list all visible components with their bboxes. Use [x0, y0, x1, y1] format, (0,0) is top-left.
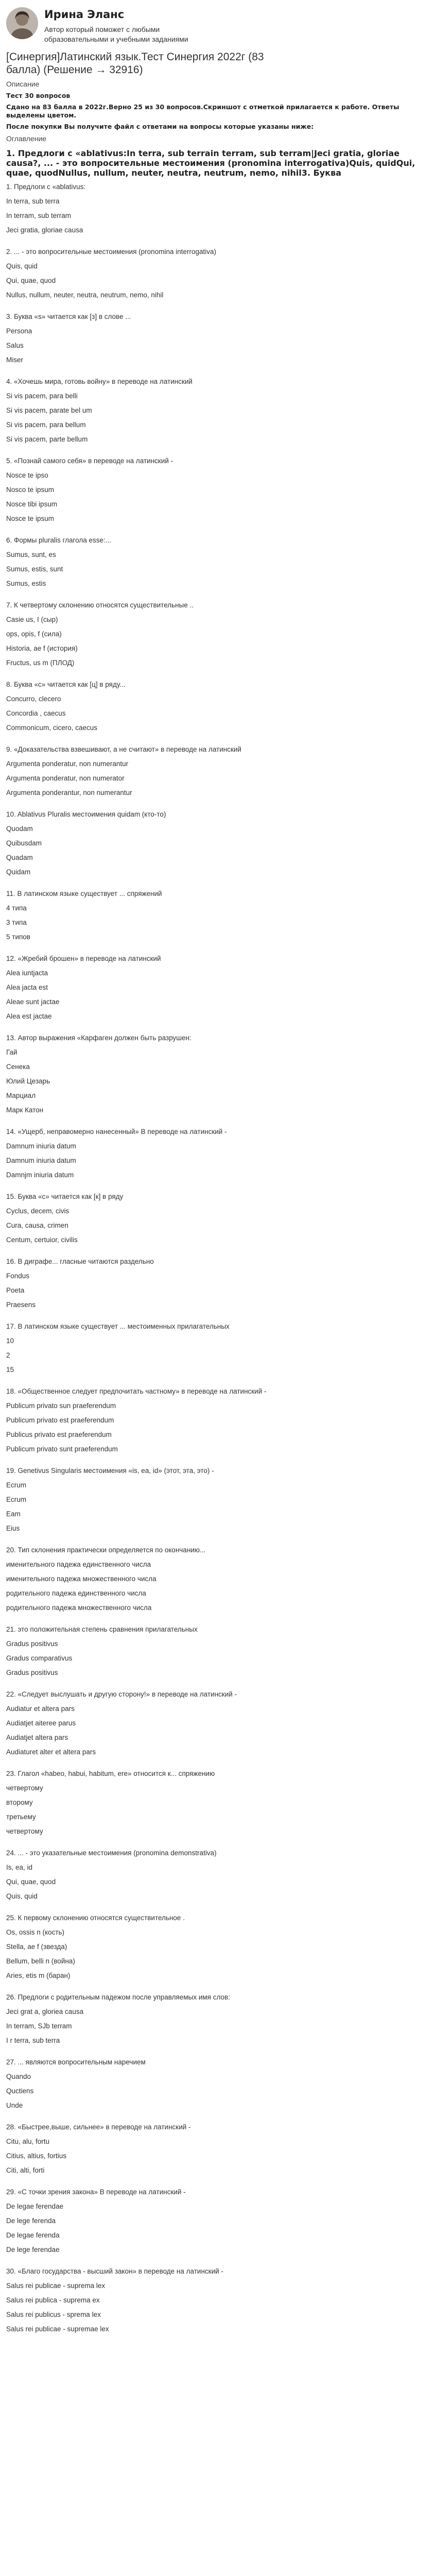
- author-avatar[interactable]: [6, 7, 38, 39]
- answer-option: Argumenta ponderatur, non numerantur: [6, 760, 129, 768]
- answer-option: третьему: [6, 1813, 36, 1821]
- answer-option: Quadam: [6, 854, 33, 861]
- answer-option: Sumus, sunt, es: [6, 551, 56, 558]
- answer-option: Publicus privato est praeferendum: [6, 1431, 112, 1438]
- toc-label: Оглавление: [6, 134, 47, 143]
- answer-option: Nosce te ipsum: [6, 515, 55, 522]
- answer-option: Юлий Цезарь: [6, 1077, 50, 1085]
- question-block: [6, 1127, 430, 1180]
- answer-option: Is, ea, id: [6, 1863, 33, 1871]
- answer-option: Alea iuntjacta: [6, 969, 48, 977]
- answer-option: родительного падежа множественного числа: [6, 1604, 152, 1612]
- answer-option: Quctiens: [6, 2087, 34, 2095]
- answer-option: второму: [6, 1799, 33, 1806]
- answer-option: Salus rei publicae - suprema lex: [6, 2282, 106, 2290]
- answer-option: ops, opis, f (сила): [6, 630, 62, 638]
- answer-option: Persona: [6, 327, 32, 335]
- question-text: 18. «Общественное следует предпочитать частному» в переводе на латинский -: [6, 1387, 267, 1395]
- answer-option: Si vis pacem, para bellum: [6, 421, 86, 429]
- question-block: [6, 535, 430, 589]
- question-text: 11. В латинском языке существует ... спряжений: [6, 890, 162, 897]
- answer-option: Centum, certuior, civilis: [6, 1236, 78, 1244]
- answer-option: Publicum privato sun praeferendum: [6, 1402, 116, 1410]
- answer-option: именительного падежа единственного числа: [6, 1561, 151, 1568]
- question-block: [6, 1257, 430, 1310]
- question-text: 7. К четвертому склонению относятся существительные ..: [6, 601, 194, 609]
- question-text: 26. Предлоги с родительным падежом после управляемых имя слов:: [6, 1993, 230, 2001]
- answer-option: Historia, ae f (история): [6, 645, 78, 652]
- question-text: 30. «Благо государства - высший закон» в переводе на латинский -: [6, 2267, 223, 2275]
- answer-option: Audiatur et altera pars: [6, 1705, 75, 1713]
- answer-option: Argumenta ponderatur, non numerator: [6, 774, 125, 782]
- question-text: 23. Глагол «habeo, habui, habitum, ere» относится к... спряжению: [6, 1770, 215, 1777]
- answer-option: Quando: [6, 2073, 31, 2080]
- question-block: [6, 2266, 430, 2334]
- answer-option: 4 типа: [6, 904, 27, 912]
- answer-option: Quibusdam: [6, 839, 42, 847]
- question-text: 10. Ablativus Pluralis местоимения quidam (кто-то): [6, 810, 166, 818]
- answer-option: Nosce te ipso: [6, 471, 48, 479]
- answer-option: Fondus: [6, 1272, 30, 1280]
- answer-option: Eam: [6, 1510, 21, 1518]
- answer-option: Cyclus, decem, civis: [6, 1207, 69, 1215]
- answer-option: Bellum, belli n (война): [6, 1957, 75, 1965]
- notice-text: Сдано на 83 балла в 2022г.Верно 25 из 30 вопросов.Скриншот с отметкой прилагается к работе. Ответы выделены цветом.: [6, 103, 399, 119]
- question-block: [6, 954, 430, 1022]
- question-text: 24. ... - это указательные местоимения (pronomina demonstrativa): [6, 1849, 217, 1857]
- answer-option: Si vis pacem, parate bel um: [6, 406, 92, 414]
- question-text: 19. Genetivus Singularis местоимения «is, ea, id» (этот, эта, это) -: [6, 1467, 214, 1475]
- question-text: 9. «Доказательства взвешивают, а не считают» в переводе на латинский: [6, 745, 241, 753]
- answer-option: 3 типа: [6, 919, 27, 926]
- question-text: 25. К первому склонению относятся существительное .: [6, 1914, 185, 1922]
- question-block: [6, 247, 430, 300]
- question-text: 15. Буква «c» читается как [к] в ряду: [6, 1193, 124, 1200]
- answer-option: De legae ferendae: [6, 2202, 64, 2210]
- question-block: [6, 744, 430, 798]
- avatar-icon: [6, 7, 38, 39]
- document-title: [Синергия]Латинский язык.Тест Синергия 2022г (83 балла) (Решение → 32916): [6, 51, 264, 76]
- author-name[interactable]: Ирина Эланс: [44, 8, 125, 21]
- answer-option: Fructus, us m (ПЛОД): [6, 659, 75, 667]
- answer-option: Os, ossis n (кость): [6, 1928, 65, 1936]
- answer-option: Alea est jactae: [6, 1012, 52, 1020]
- question-block: [6, 889, 430, 942]
- question-block: [6, 1992, 430, 2046]
- question-text: 16. В диграфе... гласные читаются раздельно: [6, 1258, 154, 1265]
- answer-option: Argumenta ponderantur, non numerantur: [6, 789, 132, 796]
- question-text: 12. «Жребий брошен» в переводе на латинский: [6, 955, 161, 962]
- answer-option: Jeci grat a, gloriea causa: [6, 2008, 84, 2015]
- question-text: 17. В латинском языке существует ... местоименных прилагательных: [6, 1323, 230, 1330]
- answer-option: Quidam: [6, 868, 31, 876]
- question-text: 29. «С точки зрения закона» В переводе на латинский -: [6, 2188, 186, 2196]
- answer-option: In terram, sub terram: [6, 212, 72, 219]
- answer-option: Nosco te ipsum: [6, 486, 55, 494]
- question-block: [6, 1848, 430, 1902]
- answer-option: 2: [6, 1351, 10, 1359]
- answer-option: I r terra, sub terra: [6, 2037, 60, 2044]
- question-text: 13. Автор выражения «Карфаген должен быть разрушен:: [6, 1034, 191, 1042]
- question-block: [6, 1033, 430, 1115]
- answer-option: Марк Катон: [6, 1106, 44, 1114]
- question-text: 28. «Быстрее,выше, сильнее» в переводе на латинский -: [6, 2123, 191, 2131]
- answer-option: Alea jacta est: [6, 984, 48, 991]
- question-block: [6, 2122, 430, 2176]
- answer-option: De legae ferenda: [6, 2231, 60, 2239]
- question-block: [6, 1386, 430, 1454]
- answer-option: Ecrum: [6, 1481, 27, 1489]
- answer-option: Damnum iniuria datum: [6, 1157, 76, 1164]
- answer-option: Gradus comparativus: [6, 1654, 73, 1662]
- question-block: [6, 456, 430, 524]
- question-block: [6, 1689, 430, 1757]
- answer-option: Jeci gratia, gloriae causa: [6, 226, 83, 234]
- question-block: [6, 2187, 430, 2255]
- answer-option: именительного падежа множественного числа: [6, 1575, 156, 1583]
- question-block: [6, 1913, 430, 1981]
- answer-option: Publicum privato sunt praeferendum: [6, 1445, 118, 1453]
- question-text: 4. «Хочешь мира, готовь войну» в переводе на латинский: [6, 378, 193, 385]
- answer-option: De lege ferenda: [6, 2217, 56, 2225]
- answer-option: Audiatjet aiteree parus: [6, 1719, 76, 1727]
- description-label: Описание: [6, 80, 40, 88]
- answer-option: Марциал: [6, 1092, 36, 1099]
- answer-option: родительного падежа единственного числа: [6, 1589, 146, 1597]
- answer-option: Citu, alu, fortu: [6, 2138, 50, 2145]
- question-block: [6, 809, 430, 877]
- answer-option: Concurro, clecero: [6, 695, 61, 703]
- answer-option: Citius, altius, fortius: [6, 2152, 67, 2160]
- answer-option: Salus: [6, 342, 24, 349]
- answer-option: De lege ferendae: [6, 2246, 60, 2253]
- answer-option: Unde: [6, 2102, 23, 2109]
- answer-option: Aries, etis m (баран): [6, 1972, 71, 1979]
- answer-option: Salus rei publicus - sprema lex: [6, 2311, 101, 2318]
- answer-option: Nullus, nullum, neuter, neutra, neutrum, nemo, nihil: [6, 291, 164, 299]
- answer-option: Gradus positivus: [6, 1669, 58, 1676]
- author-description: Автор который поможет с любыми образовательными и учебными заданиями: [44, 25, 188, 43]
- question-text: 3. Буква «s» читается как [з] в слове ...: [6, 313, 131, 320]
- question-block: [6, 182, 430, 235]
- answer-option: 5 типов: [6, 933, 30, 941]
- answer-option: Salus rei publicae - supremae lex: [6, 2325, 109, 2333]
- questions-list: [6, 182, 430, 2334]
- answer-option: Aleae sunt jactae: [6, 998, 60, 1006]
- question-text: 6. Формы pluralis глагола esse:...: [6, 536, 112, 544]
- question-block: [6, 1769, 430, 1837]
- answer-option: Quis, quid: [6, 262, 38, 270]
- answer-option: 15: [6, 1366, 14, 1374]
- answer-option: Audiatjet altera pars: [6, 1734, 68, 1741]
- answer-option: Stella, ae f (звезда): [6, 1943, 67, 1951]
- author-info: [44, 7, 194, 44]
- answer-option: Salus rei publica - suprema ex: [6, 2296, 100, 2304]
- question-text: 27. ... являются вопросительным наречием: [6, 2058, 146, 2066]
- answer-option: Citi, alti, forti: [6, 2166, 45, 2174]
- question-block: [6, 312, 430, 365]
- question-block: [6, 600, 430, 668]
- question-block: [6, 680, 430, 733]
- question-text: 8. Буква «c» читается как [ц] в ряду...: [6, 681, 126, 688]
- answer-option: Damnjm iniuria datum: [6, 1171, 74, 1179]
- answer-option: Eius: [6, 1524, 20, 1532]
- notice-text-2: После покупки Вы получите файл с ответами на вопросы которые указаны ниже:: [6, 123, 314, 130]
- answer-option: Гай: [6, 1048, 18, 1056]
- answer-option: Praesens: [6, 1301, 36, 1309]
- answer-option: Casie us, I (сыр): [6, 616, 58, 623]
- answer-option: Quis, quid: [6, 1892, 38, 1900]
- toc-first-question: 1. Предлоги с «ablativus:In terra, sub terrain terram, sub terram|Jeci gratia, gloriae causa?, ... - это вопросительные местоимения (pronomina interrogativa)Quis, quidQui, quae, quodNullus, nullum, neuter, neutra, neutrum, nemo, nihil3. Буква: [6, 148, 415, 178]
- question-text: 14. «Ущерб, неправомерно нанесенный» В переводе на латинский -: [6, 1128, 227, 1136]
- answer-option: In terram, SJb terram: [6, 2022, 72, 2030]
- answer-option: Poeta: [6, 1286, 25, 1294]
- answer-option: Quodam: [6, 825, 33, 833]
- document-body: [0, 50, 436, 2334]
- answer-option: Si vis pacem, para belli: [6, 392, 78, 400]
- question-text: 21. это положительная степень сравнения прилагательных: [6, 1625, 198, 1633]
- answer-option: Audiaturet alter et altera pars: [6, 1748, 96, 1756]
- questions-count: Тест 30 вопросов: [6, 92, 71, 99]
- answer-option: Qui, quae, quod: [6, 277, 56, 284]
- answer-option: Publicum privato est praeferendum: [6, 1416, 114, 1424]
- author-header: [0, 0, 436, 50]
- question-text: 20. Тип склонения практически определяется по окончанию...: [6, 1546, 206, 1554]
- question-text: 2. ... - это вопросительные местоимения (pronomina interrogativa): [6, 248, 216, 256]
- answer-option: Sumus, estis: [6, 580, 46, 587]
- answer-option: Damnum iniuria datum: [6, 1142, 76, 1150]
- question-block: [6, 1192, 430, 1245]
- question-block: [6, 377, 430, 445]
- answer-option: 10: [6, 1337, 14, 1345]
- answer-option: Cura, causa, crimen: [6, 1222, 68, 1229]
- answer-option: Nosce tibi ipsum: [6, 500, 58, 508]
- answer-option: Sumus, estis, sunt: [6, 565, 63, 573]
- answer-option: Si vis pacem, parte bellum: [6, 435, 88, 443]
- answer-option: четвертому: [6, 1827, 43, 1835]
- answer-option: четвертому: [6, 1784, 43, 1792]
- question-block: [6, 1321, 430, 1375]
- answer-option: Qui, quae, quod: [6, 1878, 56, 1886]
- answer-option: In terra, sub terra: [6, 197, 60, 205]
- answer-option: Gradus positivus: [6, 1640, 58, 1648]
- answer-option: Concordia , caecus: [6, 709, 66, 717]
- answer-option: Commonicum, cicero, caecus: [6, 724, 98, 732]
- question-text: 22. «Следует выслушать и другую сторону!» в переводе на латинский -: [6, 1690, 237, 1698]
- answer-option: Сенека: [6, 1063, 30, 1071]
- question-text: 5. «Познай самого себя» в переводе на латинский -: [6, 457, 173, 465]
- question-block: [6, 1545, 430, 1613]
- answer-option: Miser: [6, 356, 23, 364]
- question-block: [6, 2057, 430, 2111]
- answer-option: Ecrum: [6, 1496, 27, 1503]
- question-block: [6, 1624, 430, 1678]
- question-block: [6, 1466, 430, 1534]
- question-text: 1. Предлоги с «ablativus:: [6, 183, 86, 191]
